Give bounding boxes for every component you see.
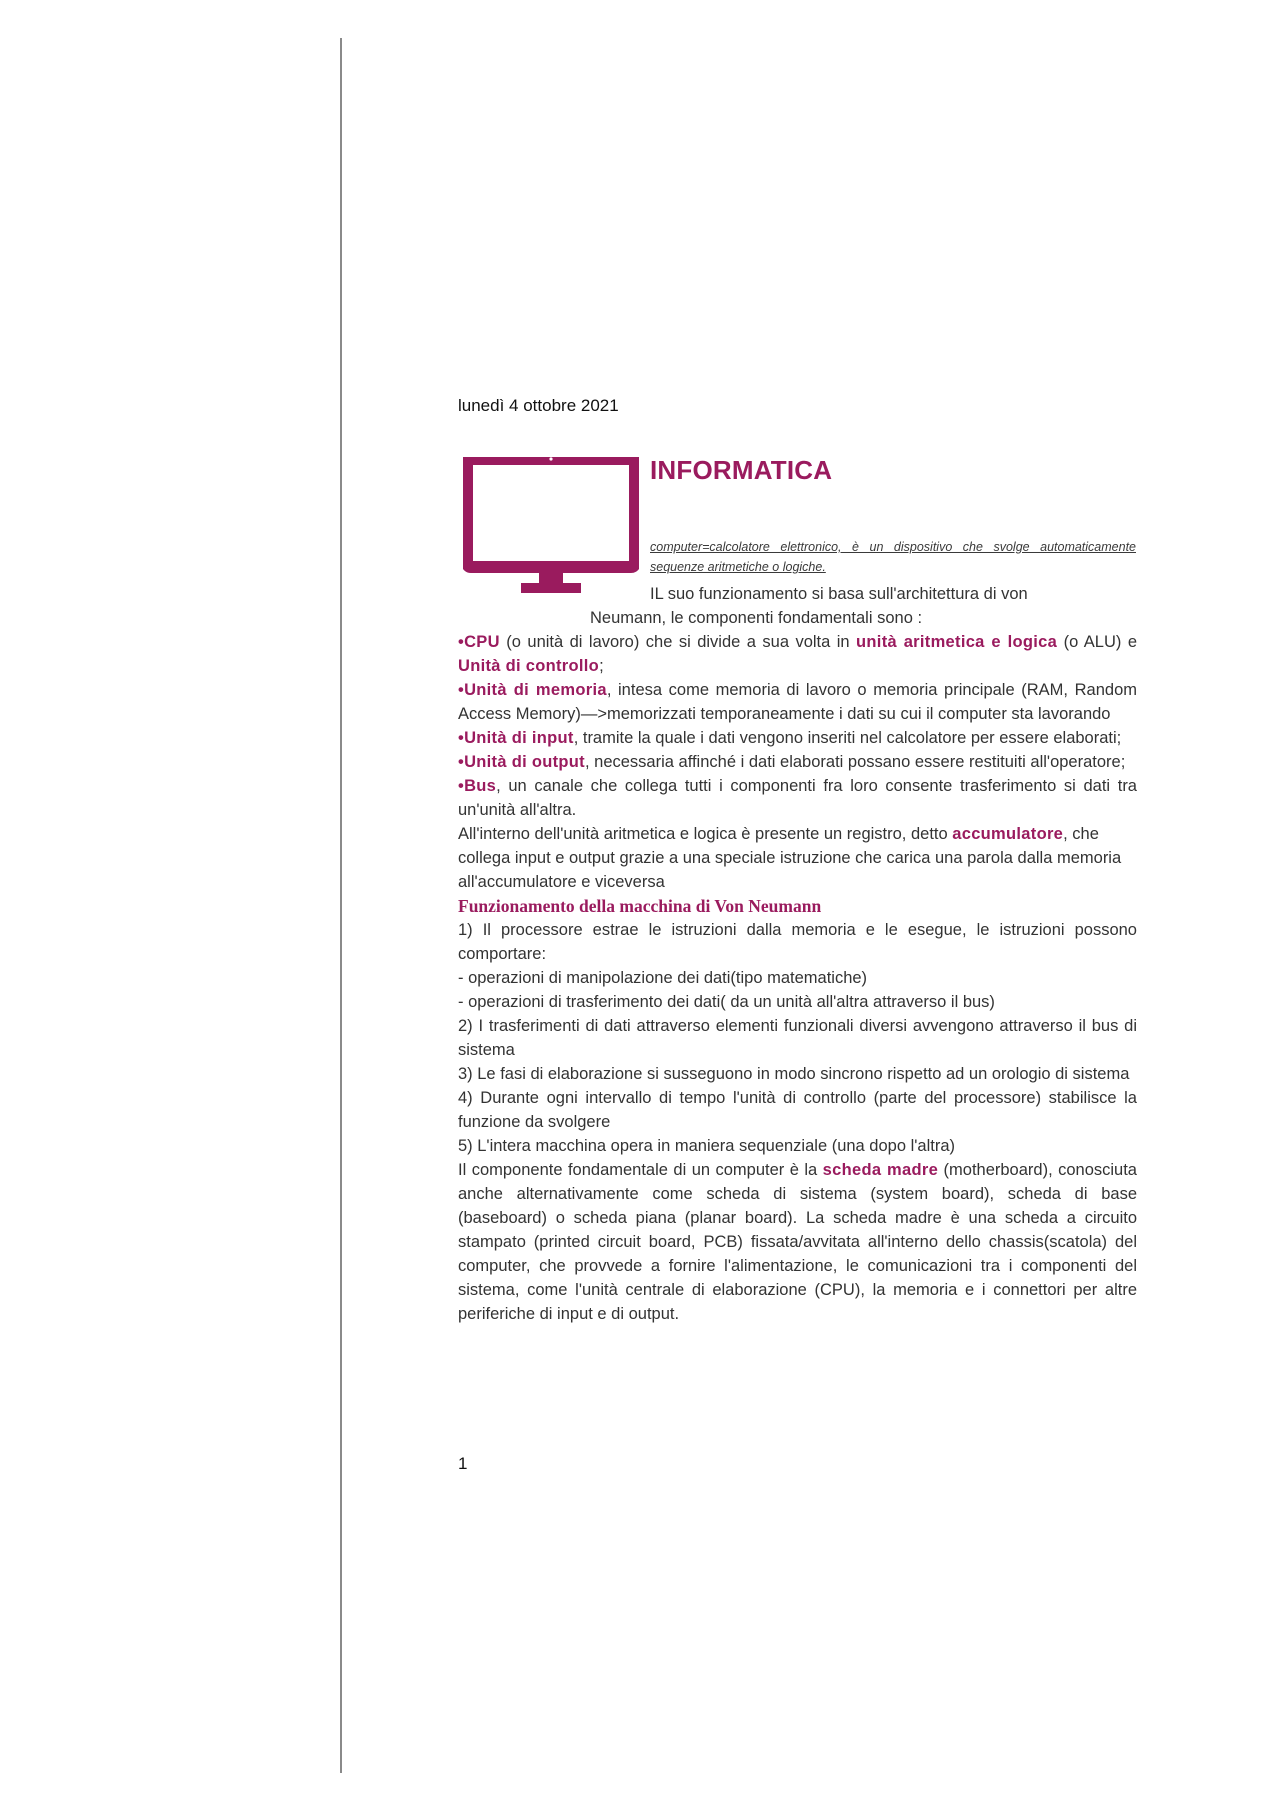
page-title: INFORMATICA bbox=[650, 455, 833, 485]
paragraph-text: Il componente fondamentale di un computer è la bbox=[458, 1161, 823, 1179]
paragraph-text: (motherboard), conosciuta anche alternativamente come scheda di sistema (system board), scheda di base (baseboard) o scheda piana (planar board). La scheda madre è una scheda a circuito stampato (printed circuit board, PCB) fissata/avvitata all'interno dello chassis(scatola) del computer, che provvede a fornire l'alimentazione, le comunicazioni tra i componenti del sistema, come l'unità centrale di elaborazione (CPU), la memoria e i connettori per altre periferiche di input e di output. bbox=[458, 1161, 1137, 1323]
paragraph-text: , un canale che collega tutti i componenti fra loro consente trasferimento si dati tra un'unità all'altra. bbox=[458, 777, 1137, 819]
monitor-icon bbox=[463, 457, 639, 597]
input-paragraph bbox=[458, 726, 1137, 750]
paragraph-text: (o unità di lavoro) che si divide a sua volta in bbox=[499, 633, 857, 651]
memoria-paragraph bbox=[458, 678, 1137, 726]
paragraph-text: , che collega input e output grazie a una speciale istruzione che carica una parola dalla memoria all'accumulatore e viceversa bbox=[458, 825, 1122, 891]
page-number: 1 bbox=[458, 1454, 468, 1473]
paragraph-text: , tramite la quale i dati vengono inseriti nel calcolatore per essere elaborati; bbox=[573, 729, 1122, 747]
page-date: lunedì 4 ottobre 2021 bbox=[458, 396, 619, 415]
bold-term: Unità di controllo bbox=[458, 657, 600, 675]
cpu-paragraph bbox=[458, 630, 1137, 678]
bold-term: •Unità di input bbox=[458, 729, 574, 747]
page-margin-line bbox=[340, 38, 342, 1773]
section-item: 5) L'intera macchina opera in maniera sequenziale (una dopo l'altra) bbox=[458, 1137, 956, 1155]
bold-term: •Bus bbox=[458, 777, 497, 795]
accumulatore-paragraph bbox=[458, 822, 1137, 894]
section-item: 3) Le fasi di elaborazione si susseguono in modo sincrono rispetto ad un orologio di sistema bbox=[458, 1065, 1130, 1083]
bold-term: •CPU bbox=[458, 633, 500, 651]
section-item: 2) I trasferimenti di dati attraverso elementi funzionali diversi avvengono attraverso il bus di sistema bbox=[458, 1017, 1137, 1059]
definition-line: computer=calcolatore elettronico, è un dispositivo che svolge automaticamente bbox=[650, 540, 1136, 554]
bold-term: •Unità di memoria bbox=[458, 681, 607, 699]
intro-line: Neumann, le componenti fondamentali sono : bbox=[590, 609, 923, 627]
definition-line: sequenze aritmetiche o logiche. bbox=[650, 560, 826, 574]
paragraph-text: (o ALU) e bbox=[1057, 633, 1137, 651]
section-item: 4) Durante ogni intervallo di tempo l'unità di controllo (parte del processore) stabilisce la funzione da svolgere bbox=[458, 1089, 1137, 1131]
bold-term: unità aritmetica e logica bbox=[856, 633, 1058, 651]
paragraph-text: , intesa come memoria di lavoro o memoria principale (RAM, Random Access Memory)—>memorizzati temporaneamente i dati su cui il computer sta lavorando bbox=[458, 681, 1137, 723]
bus-paragraph bbox=[458, 774, 1137, 822]
section-heading: Funzionamento della macchina di Von Neumann bbox=[458, 896, 822, 916]
document-body bbox=[458, 630, 1137, 1326]
scheda-madre-paragraph bbox=[458, 1158, 1137, 1326]
paragraph-text: , necessaria affinché i dati elaborati possano essere restituiti all'operatore; bbox=[584, 753, 1126, 771]
bold-term: •Unità di output bbox=[458, 753, 585, 771]
intro-line: IL suo funzionamento si basa sull'architettura di von bbox=[650, 585, 1028, 603]
paragraph-text: All'interno dell'unità aritmetica e logica è presente un registro, detto bbox=[458, 825, 953, 843]
section-item: - operazioni di manipolazione dei dati(tipo matematiche) bbox=[458, 969, 868, 987]
paragraph-text: ; bbox=[599, 657, 604, 675]
section-item: - operazioni di trasferimento dei dati( da un unità all'altra attraverso il bus) bbox=[458, 993, 995, 1011]
output-paragraph bbox=[458, 750, 1137, 774]
bold-term: scheda madre bbox=[822, 1161, 939, 1179]
bold-term: accumulatore bbox=[952, 825, 1064, 843]
section-item: 1) Il processore estrae le istruzioni dalla memoria e le esegue, le istruzioni possono comportare: bbox=[458, 921, 1137, 963]
definition-text bbox=[650, 537, 1136, 577]
